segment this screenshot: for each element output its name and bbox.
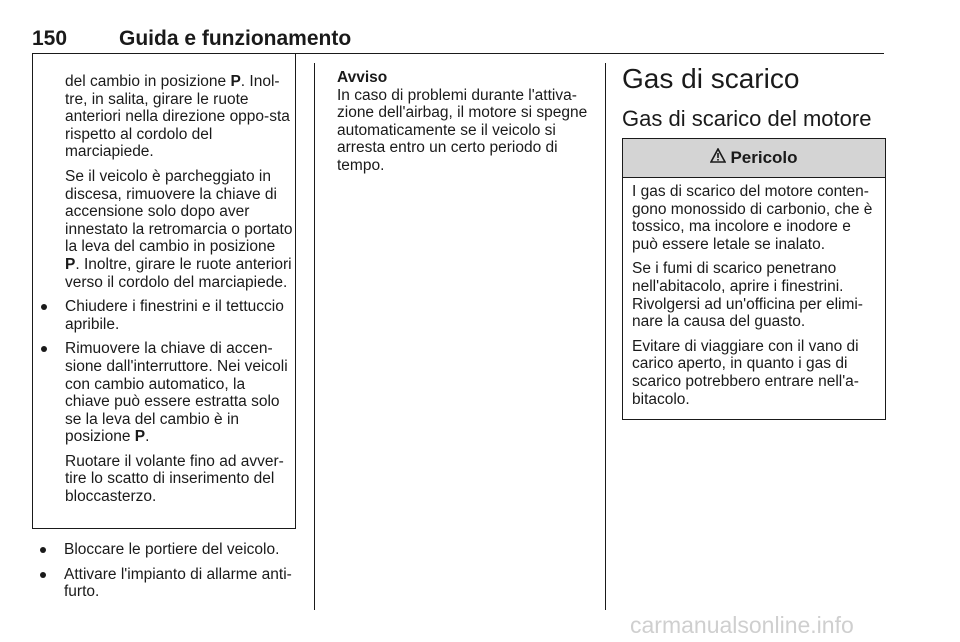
danger-box-header bbox=[623, 139, 885, 178]
danger-box-title: Pericolo bbox=[730, 148, 798, 167]
bullet-icon bbox=[40, 572, 46, 578]
danger-paragraph: I gas di scarico del motore conten-gono monossido di carbonio, che è tossico, ma incolore e inodore e può essere letale se inalato. bbox=[632, 183, 873, 253]
list-item: Attivare l'impianto di allarme anti-furto. bbox=[64, 566, 300, 601]
list-item: Chiudere i finestrini e il tettuccio apribile. bbox=[65, 298, 293, 333]
danger-box bbox=[622, 138, 886, 420]
column-divider-right bbox=[605, 63, 606, 610]
list-item: Rimuovere la chiave di accen-sione dall'interruttore. Nei veicoli con cambio automatico, la chiave può essere estratta solo se la leva del cambio è in posizione P. bbox=[65, 340, 293, 446]
danger-paragraph: Evitare di viaggiare con il vano di carico aperto, in quanto i gas di scarico potrebbero entrare nell'a-bitacolo. bbox=[632, 337, 859, 408]
warning-triangle-icon bbox=[710, 148, 726, 168]
notice-label: Avviso bbox=[337, 69, 388, 86]
section-heading: Gas di scarico bbox=[622, 63, 800, 94]
bullet-icon bbox=[40, 547, 46, 553]
page-header bbox=[32, 27, 884, 54]
bullet-icon bbox=[41, 304, 47, 310]
bullet-list bbox=[64, 541, 300, 608]
paragraph-gear-uphill: del cambio in posizione P. Inol-tre, in salita, girare le ruote anteriori nella direzione oppo-sta rispetto al cordolo del marciapiede. bbox=[65, 73, 290, 161]
page-number: 150 bbox=[32, 27, 68, 50]
continued-warning-box bbox=[32, 53, 296, 529]
paragraph-downhill: Se il veicolo è parcheggiato in discesa, rimuovere la chiave di accensione solo dopo aver innestato la retromarcia o portato la leva del cambio in posizione P. Inoltre, girare le ruote anteriori verso il cordolo del marciapiede. bbox=[65, 167, 293, 291]
bullet-icon bbox=[41, 346, 47, 352]
danger-paragraph: Se i fumi di scarico penetrano nell'abitacolo, aprire i finestrini. Rivolgersi ad un'officina per elimi-nare la causa del guasto. bbox=[632, 260, 863, 331]
list-item: Bloccare le portiere del veicolo. bbox=[64, 541, 300, 559]
notice-text: In caso di problemi durante l'attiva-zione dell'airbag, il motore si spegne automaticamente se il veicolo si arresta entro un certo periodo di tempo. bbox=[337, 86, 588, 174]
subsection-heading: Gas di scarico del motore bbox=[622, 106, 872, 131]
watermark: carmanualsonline.info bbox=[630, 612, 854, 638]
paragraph-steering-lock: Ruotare il volante fino ad avver-tire lo scatto di inserimento del bloccasterzo. bbox=[65, 452, 284, 506]
section-title: Guida e funzionamento bbox=[119, 27, 352, 50]
notice-block bbox=[337, 69, 599, 175]
column-divider-left bbox=[314, 63, 315, 610]
